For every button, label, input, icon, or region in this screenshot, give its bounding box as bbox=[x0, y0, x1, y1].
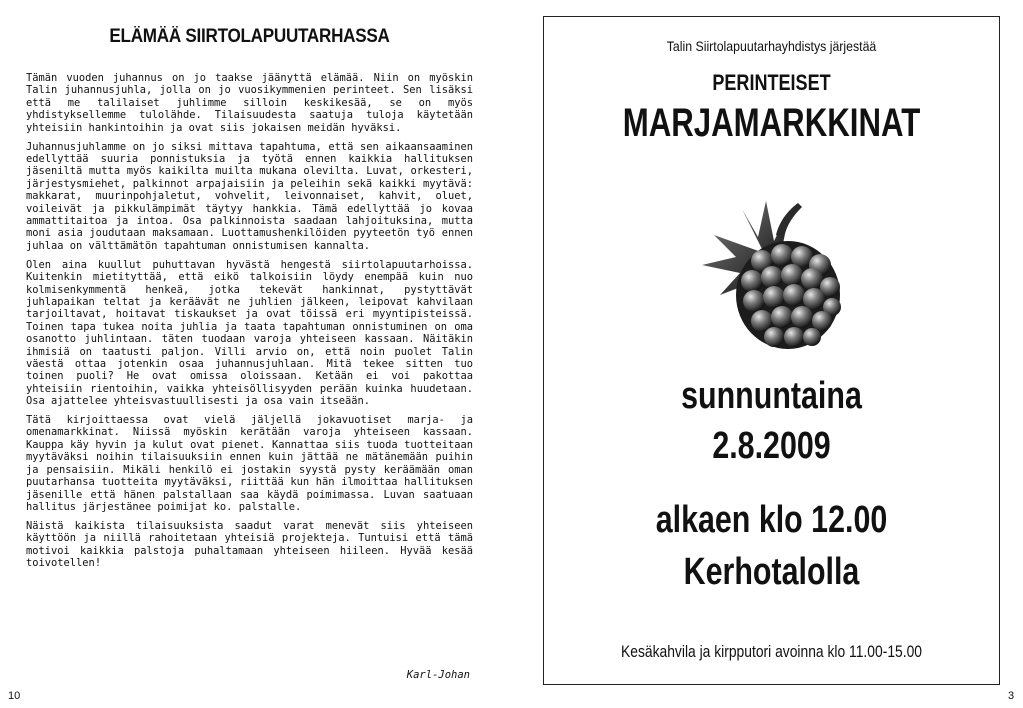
article-paragraph: Näistä kaikista tilaisuuksista saadut varat menevät siis yhteiseen käyttöön ja niillä rahoitetaan yhteisiä projekteja. Tuntuisi että tämä motivoi kaikkia palstoja puhaltamaan yhteiseen hiileen. Hyvää kesää toivotellen! bbox=[26, 519, 473, 570]
poster-time: alkaen klo 12.00 bbox=[655, 499, 888, 541]
article-signature: Karl-Johan bbox=[406, 669, 470, 681]
poster-date: 2.8.2009 bbox=[712, 425, 831, 467]
poster-day: sunnuntaina bbox=[681, 375, 862, 417]
event-poster bbox=[543, 16, 1000, 685]
poster-title: MARJAMARKKINAT bbox=[622, 101, 921, 145]
page-number-left: 10 bbox=[8, 690, 21, 702]
article-paragraph: Juhannusjuhlamme on jo siksi mittava tapahtuma, että sen aikaansaaminen edellyttää suuria ponnistuksia ja työtä ennen kaikkia hallituksen jäseniltä mutta myös kaikilta muilta mukana olevilta. Luvat, orkesteri, järjestysmiehet, palkinnot arpajaisiin ja peleihin sekä kaikki myytävä: makkarat, muurinpohjaletut, vohvelit, leivonnaiset, kahvit, oluet, voileivät ja pikkulämpimät täytyy hankkia. Tämä edellyttää jo kovaa ammattitaitoa ja intoa. Osa palkinnoista saadaan lahjoituksina, mutta moni asia joudutaan maksamaan. Luottamushenkilöiden pyyteetön työ ennen juhlaa on välttämätön tapahtuman onnistumisen kannalta. bbox=[26, 140, 473, 252]
page-number-right: 3 bbox=[1008, 690, 1015, 702]
poster-place: Kerhotalolla bbox=[683, 551, 860, 593]
article-page bbox=[26, 22, 473, 576]
article-title: ELÄMÄÄ SIIRTOLAPUUTARHASSA bbox=[109, 26, 390, 47]
poster-cafe-note: Kesäkahvila ja kirpputori avoinna klo 11.00-15.00 bbox=[620, 643, 923, 661]
poster-organizer: Talin Siirtolapuutarhayhdistys järjestää bbox=[666, 38, 877, 54]
poster-subtitle: PERINTEISET bbox=[712, 70, 831, 95]
article-paragraph: Olen aina kuullut puhuttavan hyvästä hengestä siirtolapuutarhoissa. Kuitenkin mietityttää, että eikö talkoisiin löydy enempää kuin nuo kolmisenkymmentä henkeä, jotka tekevät hankinnat, pystyttävät juhlapaikan teltat ja keräävät ne juhlien jälkeen, leipovat kahvilaan tarjoiltavat, hoitavat tiskaukset ja ovat töissä eri myyntipisteissä. Toinen tapa tukea noita juhlia ja taata tapahtuman onnistuminen on oma osanotto juhlintaan. täten tuodaan varoja yhteiseen kassaan. Näitäkin ihmisiä on taatusti paljon. Villi arvio on, että noin puolet Talin väestä ottaa jotenkin osaa juhannusjuhlaan. Mitä tekee sitten tuo toinen puoli? He ovat omissa oloissaan. Ketään ei voi pakottaa yhteisiin rientoihin, vaikka yhteisöllisyyden perään kuinka huudetaan. Osa ajattelee yhteisvastuullisesti ja osa vain itseään. bbox=[26, 258, 473, 408]
article-paragraph: Tämän vuoden juhannus on jo taakse jäänyttä elämää. Niin on myöskin Talin juhannusjuhla, jolla on jo vuosikymmenien perinteet. Sen lisäksi että me talilaiset juhlimme silloin keskikesää, se on myös yhdistyksellemme tulolähde. Tilaisuudesta saatuja tuloja käytetään yhteisiin hankintoihin ja ovat siis jokaisen meidän hyväksi. bbox=[26, 72, 473, 134]
raspberry-icon bbox=[694, 195, 844, 355]
article-paragraph: Tätä kirjoittaessa ovat vielä jäljellä jokavuotiset marja- ja omenamarkkinat. Niissä myöskin kerätään varoja yhteiseen kassaan. Kauppa käy hyvin ja kulut ovat pienet. Kannattaa siis tuoda tuotteitaan myytäväksi noihin tilaisuuksiin ennen kuin jättää ne mätänemään puihin ja pensaisiin. Mikäli henkilö ei jostakin syystä pysty keräämään oman puutarhansa tuotteita myytäväksi, riittää kun hän ilmoittaa hallituksen jäsenille että hänen palstallaan saa käydä poimimassa. Luvan saatuaan hallitus järjestänee poimijat ko. palstalle. bbox=[26, 414, 473, 513]
